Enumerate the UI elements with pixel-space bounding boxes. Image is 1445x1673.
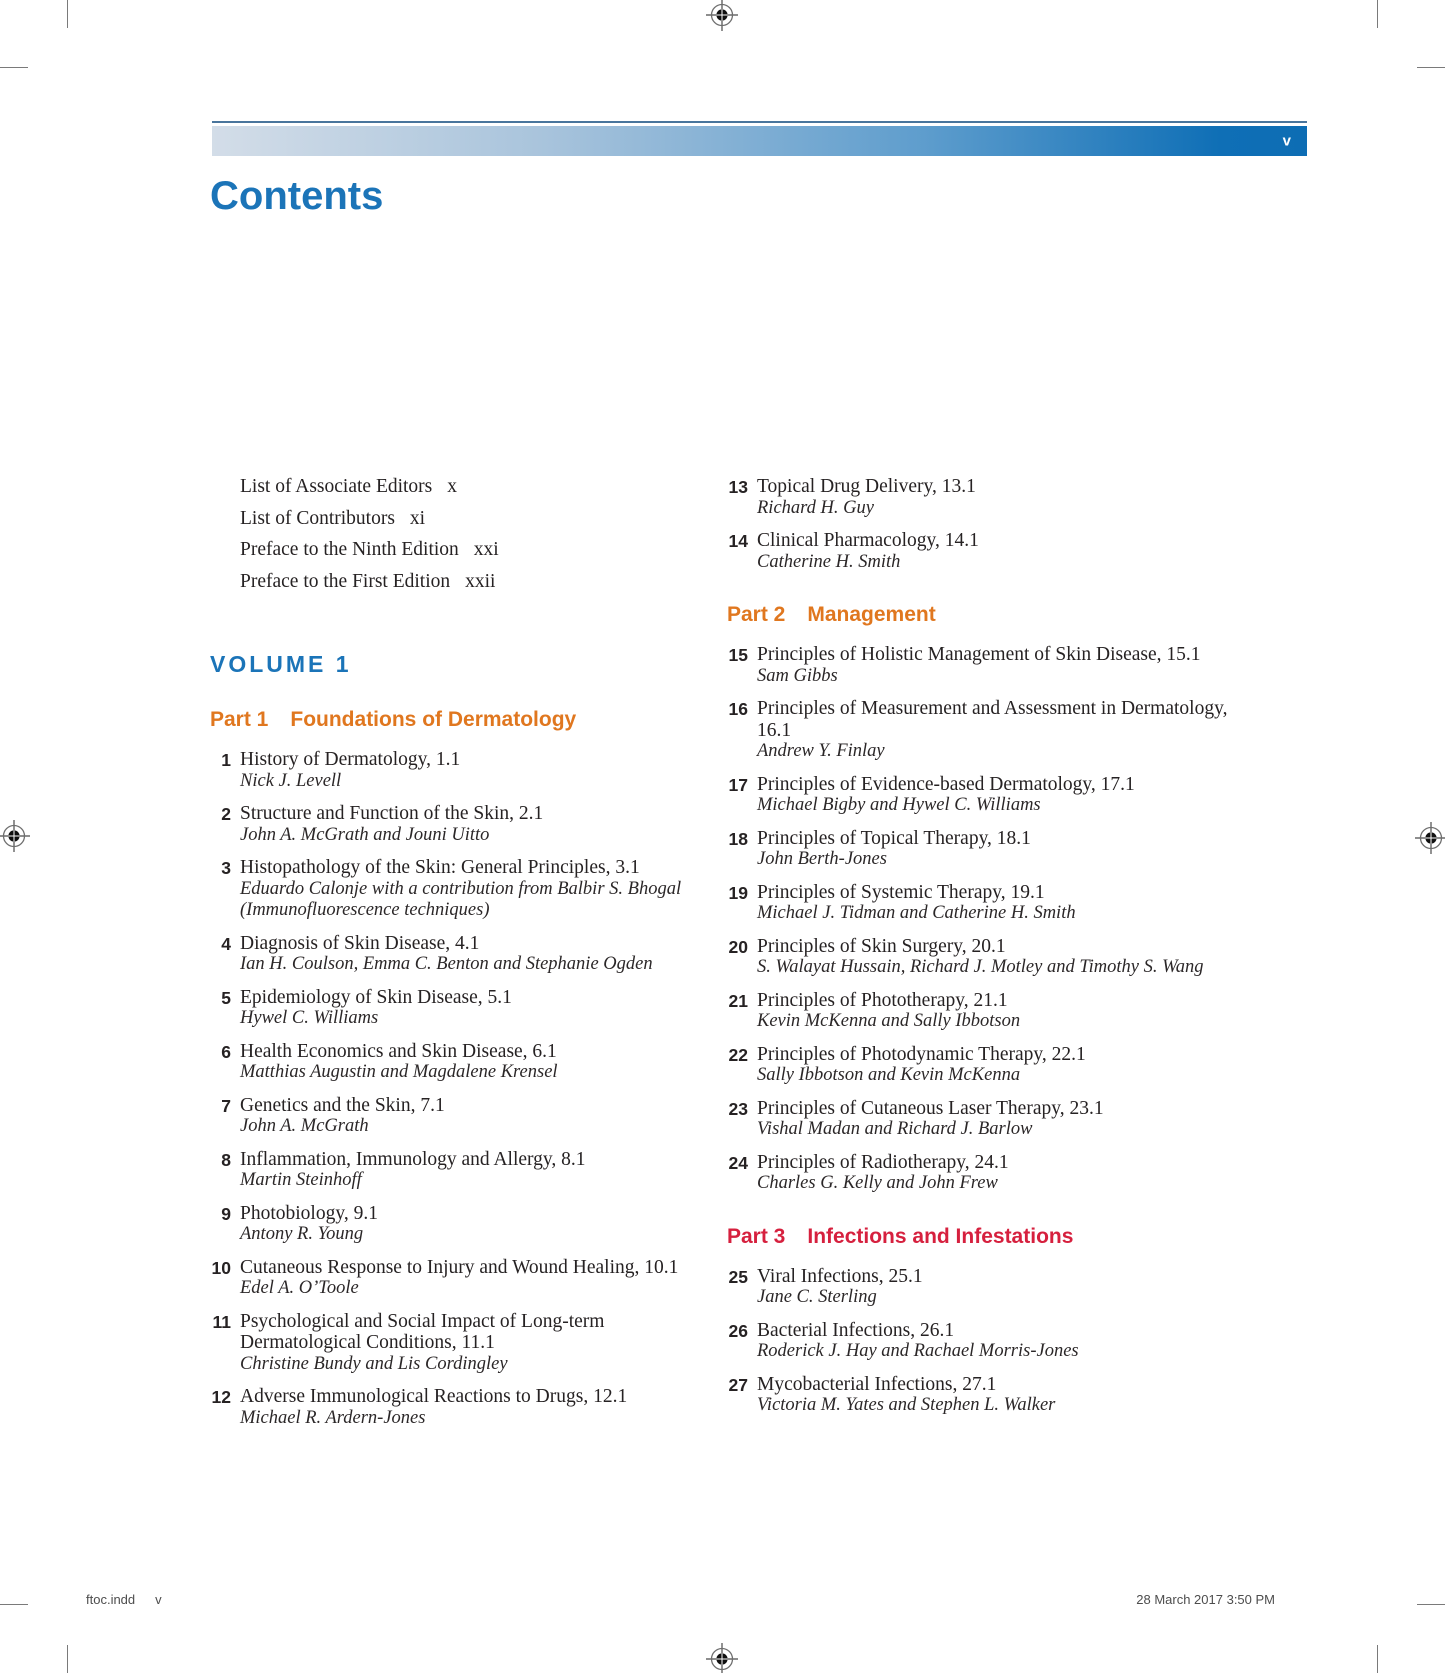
crop-mark (67, 1645, 68, 1673)
chapter-authors: Sally Ibbotson and Kevin McKenna (757, 1065, 1021, 1085)
chapter-entry (727, 882, 1235, 925)
part-heading (210, 708, 718, 732)
chapter-title: Principles of Evidence-based Dermatology, 17.1 (757, 773, 1135, 795)
chapter-authors: Michael Bigby and Hywel C. Williams (757, 795, 1041, 815)
chapter-number: 22 (728, 1044, 748, 1065)
chapter-title: Cutaneous Response to Injury and Wound Healing, 10.1 (240, 1256, 679, 1278)
chapter-entry (210, 803, 718, 846)
registration-mark-icon (705, 0, 739, 32)
chapter-entry (727, 936, 1235, 979)
chapter-number: 10 (211, 1257, 231, 1278)
chapter-authors: Nick J. Levell (240, 770, 342, 791)
chapter-entry (210, 857, 718, 922)
chapter-title: Epidemiology of Skin Disease, 5.1 (240, 986, 512, 1008)
chapter-number: 9 (221, 1203, 231, 1224)
chapter-authors: Vishal Madan and Richard J. Barlow (757, 1119, 1033, 1139)
chapter-authors: Ian H. Coulson, Emma C. Benton and Stephanie Ogden (240, 954, 653, 974)
chapter-entry (727, 530, 1235, 573)
chapter-entry (727, 1098, 1235, 1141)
chapter-authors: Richard H. Guy (757, 497, 874, 518)
chapter-title: Principles of Phototherapy, 21.1 (757, 989, 1008, 1011)
crop-mark (1417, 67, 1445, 68)
part-title: Management (807, 603, 936, 626)
chapter-authors: Antony R. Young (240, 1224, 364, 1244)
part-label: Part 3 (727, 1224, 786, 1248)
chapter-number: 21 (728, 990, 748, 1011)
chapter-entry (727, 1266, 1235, 1309)
chapter-title: Psychological and Social Impact of Long-term Dermatological Conditions, 11.1 (240, 1310, 605, 1353)
front-matter-item (240, 476, 718, 498)
chapter-entry (727, 990, 1235, 1033)
chapter-number: 24 (728, 1152, 748, 1173)
chapter-authors: Christine Bundy and Lis Cordingley (240, 1353, 508, 1374)
chapter-authors: Hywel C. Williams (240, 1008, 379, 1028)
chapter-title: Principles of Topical Therapy, 18.1 (757, 827, 1031, 849)
chapter-authors: Charles G. Kelly and John Frew (757, 1173, 998, 1193)
chapter-title: Inflammation, Immunology and Allergy, 8.1 (240, 1148, 586, 1170)
chapter-title: Photobiology, 9.1 (240, 1202, 378, 1224)
chapter-entry (727, 774, 1235, 817)
chapter-title: Viral Infections, 25.1 (757, 1265, 923, 1287)
chapter-number: 2 (221, 804, 231, 824)
chapter-title: Topical Drug Delivery, 13.1 (757, 476, 976, 497)
right-column (727, 476, 1235, 1428)
front-matter-page: xxi (473, 539, 499, 560)
chapter-title: Mycobacterial Infections, 27.1 (757, 1373, 997, 1395)
registration-mark-icon (1414, 821, 1445, 855)
chapter-number: 25 (728, 1266, 748, 1287)
chapter-number: 1 (221, 750, 231, 770)
chapter-authors: John Berth-Jones (757, 849, 887, 869)
crop-mark (1417, 1604, 1445, 1605)
front-matter-label: Preface to the Ninth Edition (240, 539, 459, 560)
chapter-entry (210, 1041, 718, 1084)
left-column (210, 476, 718, 1440)
footer-file-label: ftoc.indd (86, 1592, 136, 1607)
chapter-entry (727, 644, 1235, 687)
chapter-number: 16 (728, 699, 748, 719)
chapter-entry (727, 1044, 1235, 1087)
chapter-title: Structure and Function of the Skin, 2.1 (240, 803, 544, 824)
chapter-authors: Jane C. Sterling (757, 1287, 877, 1307)
chapter-number: 27 (728, 1374, 748, 1395)
chapter-title: Principles of Cutaneous Laser Therapy, 23.1 (757, 1097, 1104, 1119)
front-matter-page: x (447, 476, 458, 497)
chapter-number: 19 (728, 882, 748, 903)
part-label: Part 1 (210, 708, 269, 731)
chapter-number: 26 (728, 1320, 748, 1341)
crop-mark (1377, 1645, 1378, 1673)
chapter-authors: Catherine H. Smith (757, 551, 901, 572)
chapter-title: Adverse Immunological Reactions to Drugs, 12.1 (240, 1386, 628, 1407)
part-title: Foundations of Dermatology (290, 708, 577, 731)
chapter-number: 15 (728, 645, 748, 665)
front-matter-page: xi (409, 507, 426, 529)
chapter-authors: John A. McGrath and Jouni Uitto (240, 824, 490, 845)
part-heading (727, 1225, 1235, 1249)
chapter-entry (727, 476, 1235, 519)
chapter-authors: John A. McGrath (240, 1116, 369, 1136)
registration-mark-icon (0, 819, 31, 853)
chapter-title: Principles of Systemic Therapy, 19.1 (757, 881, 1045, 903)
chapter-entry (210, 749, 718, 792)
chapter-title: Histopathology of the Skin: General Principles, 3.1 (240, 857, 640, 878)
chapter-entry (727, 1320, 1235, 1363)
chapter-entry (727, 698, 1235, 763)
chapter-number: 17 (728, 774, 748, 795)
front-matter-item (240, 539, 718, 561)
chapter-number: 14 (728, 531, 748, 551)
chapter-number: 3 (221, 858, 231, 878)
chapter-number: 13 (728, 477, 748, 497)
chapter-title: Principles of Skin Surgery, 20.1 (757, 935, 1006, 957)
footer-page-label: v (155, 1592, 162, 1607)
chapter-authors: Edel A. O’Toole (240, 1278, 359, 1298)
chapter-title: Genetics and the Skin, 7.1 (240, 1094, 445, 1116)
front-matter-label: List of Associate Editors (240, 476, 433, 497)
registration-mark-icon (705, 1642, 739, 1673)
front-matter-list (210, 476, 718, 592)
chapter-title: Diagnosis of Skin Disease, 4.1 (240, 932, 480, 954)
part-heading (727, 603, 1235, 627)
chapter-authors: Andrew Y. Finlay (757, 741, 885, 761)
crop-mark (67, 0, 68, 28)
chapter-number: 8 (221, 1149, 231, 1170)
page-title: Contents (210, 174, 384, 218)
chapter-number: 20 (728, 936, 748, 957)
chapter-number: 23 (728, 1098, 748, 1119)
chapter-entry (210, 987, 718, 1030)
chapter-number: 6 (221, 1041, 231, 1062)
chapter-title: Principles of Holistic Management of Skin Disease, 15.1 (757, 644, 1201, 665)
chapter-authors: Matthias Augustin and Magdalene Krensel (240, 1062, 558, 1082)
chapter-title: History of Dermatology, 1.1 (240, 749, 461, 770)
header-rule (212, 121, 1307, 123)
front-matter-label: Preface to the First Edition (240, 570, 451, 592)
volume-heading: VOLUME 1 (210, 651, 352, 677)
front-matter-item (240, 508, 718, 530)
front-matter-page: xxii (465, 570, 496, 592)
chapter-authors: Sam Gibbs (757, 665, 838, 686)
chapter-entry (727, 828, 1235, 871)
chapter-title: Principles of Photodynamic Therapy, 22.1 (757, 1043, 1086, 1065)
chapter-number: 4 (221, 933, 231, 954)
chapter-entry (210, 1386, 718, 1429)
left-column-entries (210, 708, 718, 1429)
chapter-title: Principles of Radiotherapy, 24.1 (757, 1151, 1009, 1173)
crop-mark (0, 1604, 28, 1605)
chapter-title: Principles of Measurement and Assessment in Dermatology, 16.1 (757, 698, 1228, 741)
part-label: Part 2 (727, 603, 786, 626)
chapter-entry (210, 1095, 718, 1138)
chapter-title: Bacterial Infections, 26.1 (757, 1319, 955, 1341)
chapter-authors: Michael J. Tidman and Catherine H. Smith (757, 903, 1076, 923)
chapter-number: 12 (211, 1387, 231, 1407)
chapter-authors: Eduardo Calonje with a contribution from Balbir S. Bhogal (Immunofluorescence techniques) (240, 878, 682, 920)
chapter-entry (210, 1149, 718, 1192)
chapter-entry (210, 1257, 718, 1300)
chapter-authors: Roderick J. Hay and Rachael Morris-Jones (757, 1341, 1079, 1361)
chapter-number: 18 (728, 828, 748, 849)
crop-mark (0, 67, 28, 68)
chapter-entry (727, 1374, 1235, 1417)
header-bar (212, 126, 1307, 156)
crop-mark (1377, 0, 1378, 28)
chapter-authors: S. Walayat Hussain, Richard J. Motley and Timothy S. Wang (757, 957, 1204, 977)
chapter-entry (210, 1311, 718, 1376)
part-title: Infections and Infestations (807, 1224, 1074, 1248)
chapter-authors: Martin Steinhoff (240, 1170, 362, 1190)
chapter-entry (210, 933, 718, 976)
chapter-number: 5 (221, 987, 231, 1008)
chapter-authors: Michael R. Ardern-Jones (240, 1407, 426, 1428)
footer-timestamp: 28 March 2017 3:50 PM (1136, 1592, 1275, 1607)
chapter-number: 7 (221, 1095, 231, 1116)
front-matter-label: List of Contributors (240, 507, 395, 529)
chapter-title: Health Economics and Skin Disease, 6.1 (240, 1040, 557, 1062)
footer-filename (86, 1592, 162, 1607)
chapter-entry (210, 1203, 718, 1246)
chapter-number: 11 (212, 1311, 231, 1332)
chapter-authors: Kevin McKenna and Sally Ibbotson (757, 1011, 1021, 1031)
chapter-authors: Victoria M. Yates and Stephen L. Walker (757, 1395, 1056, 1415)
chapter-title: Clinical Pharmacology, 14.1 (757, 530, 979, 551)
chapter-entry (727, 1152, 1235, 1195)
front-matter-item (240, 571, 718, 593)
page-number: v (1282, 132, 1291, 150)
